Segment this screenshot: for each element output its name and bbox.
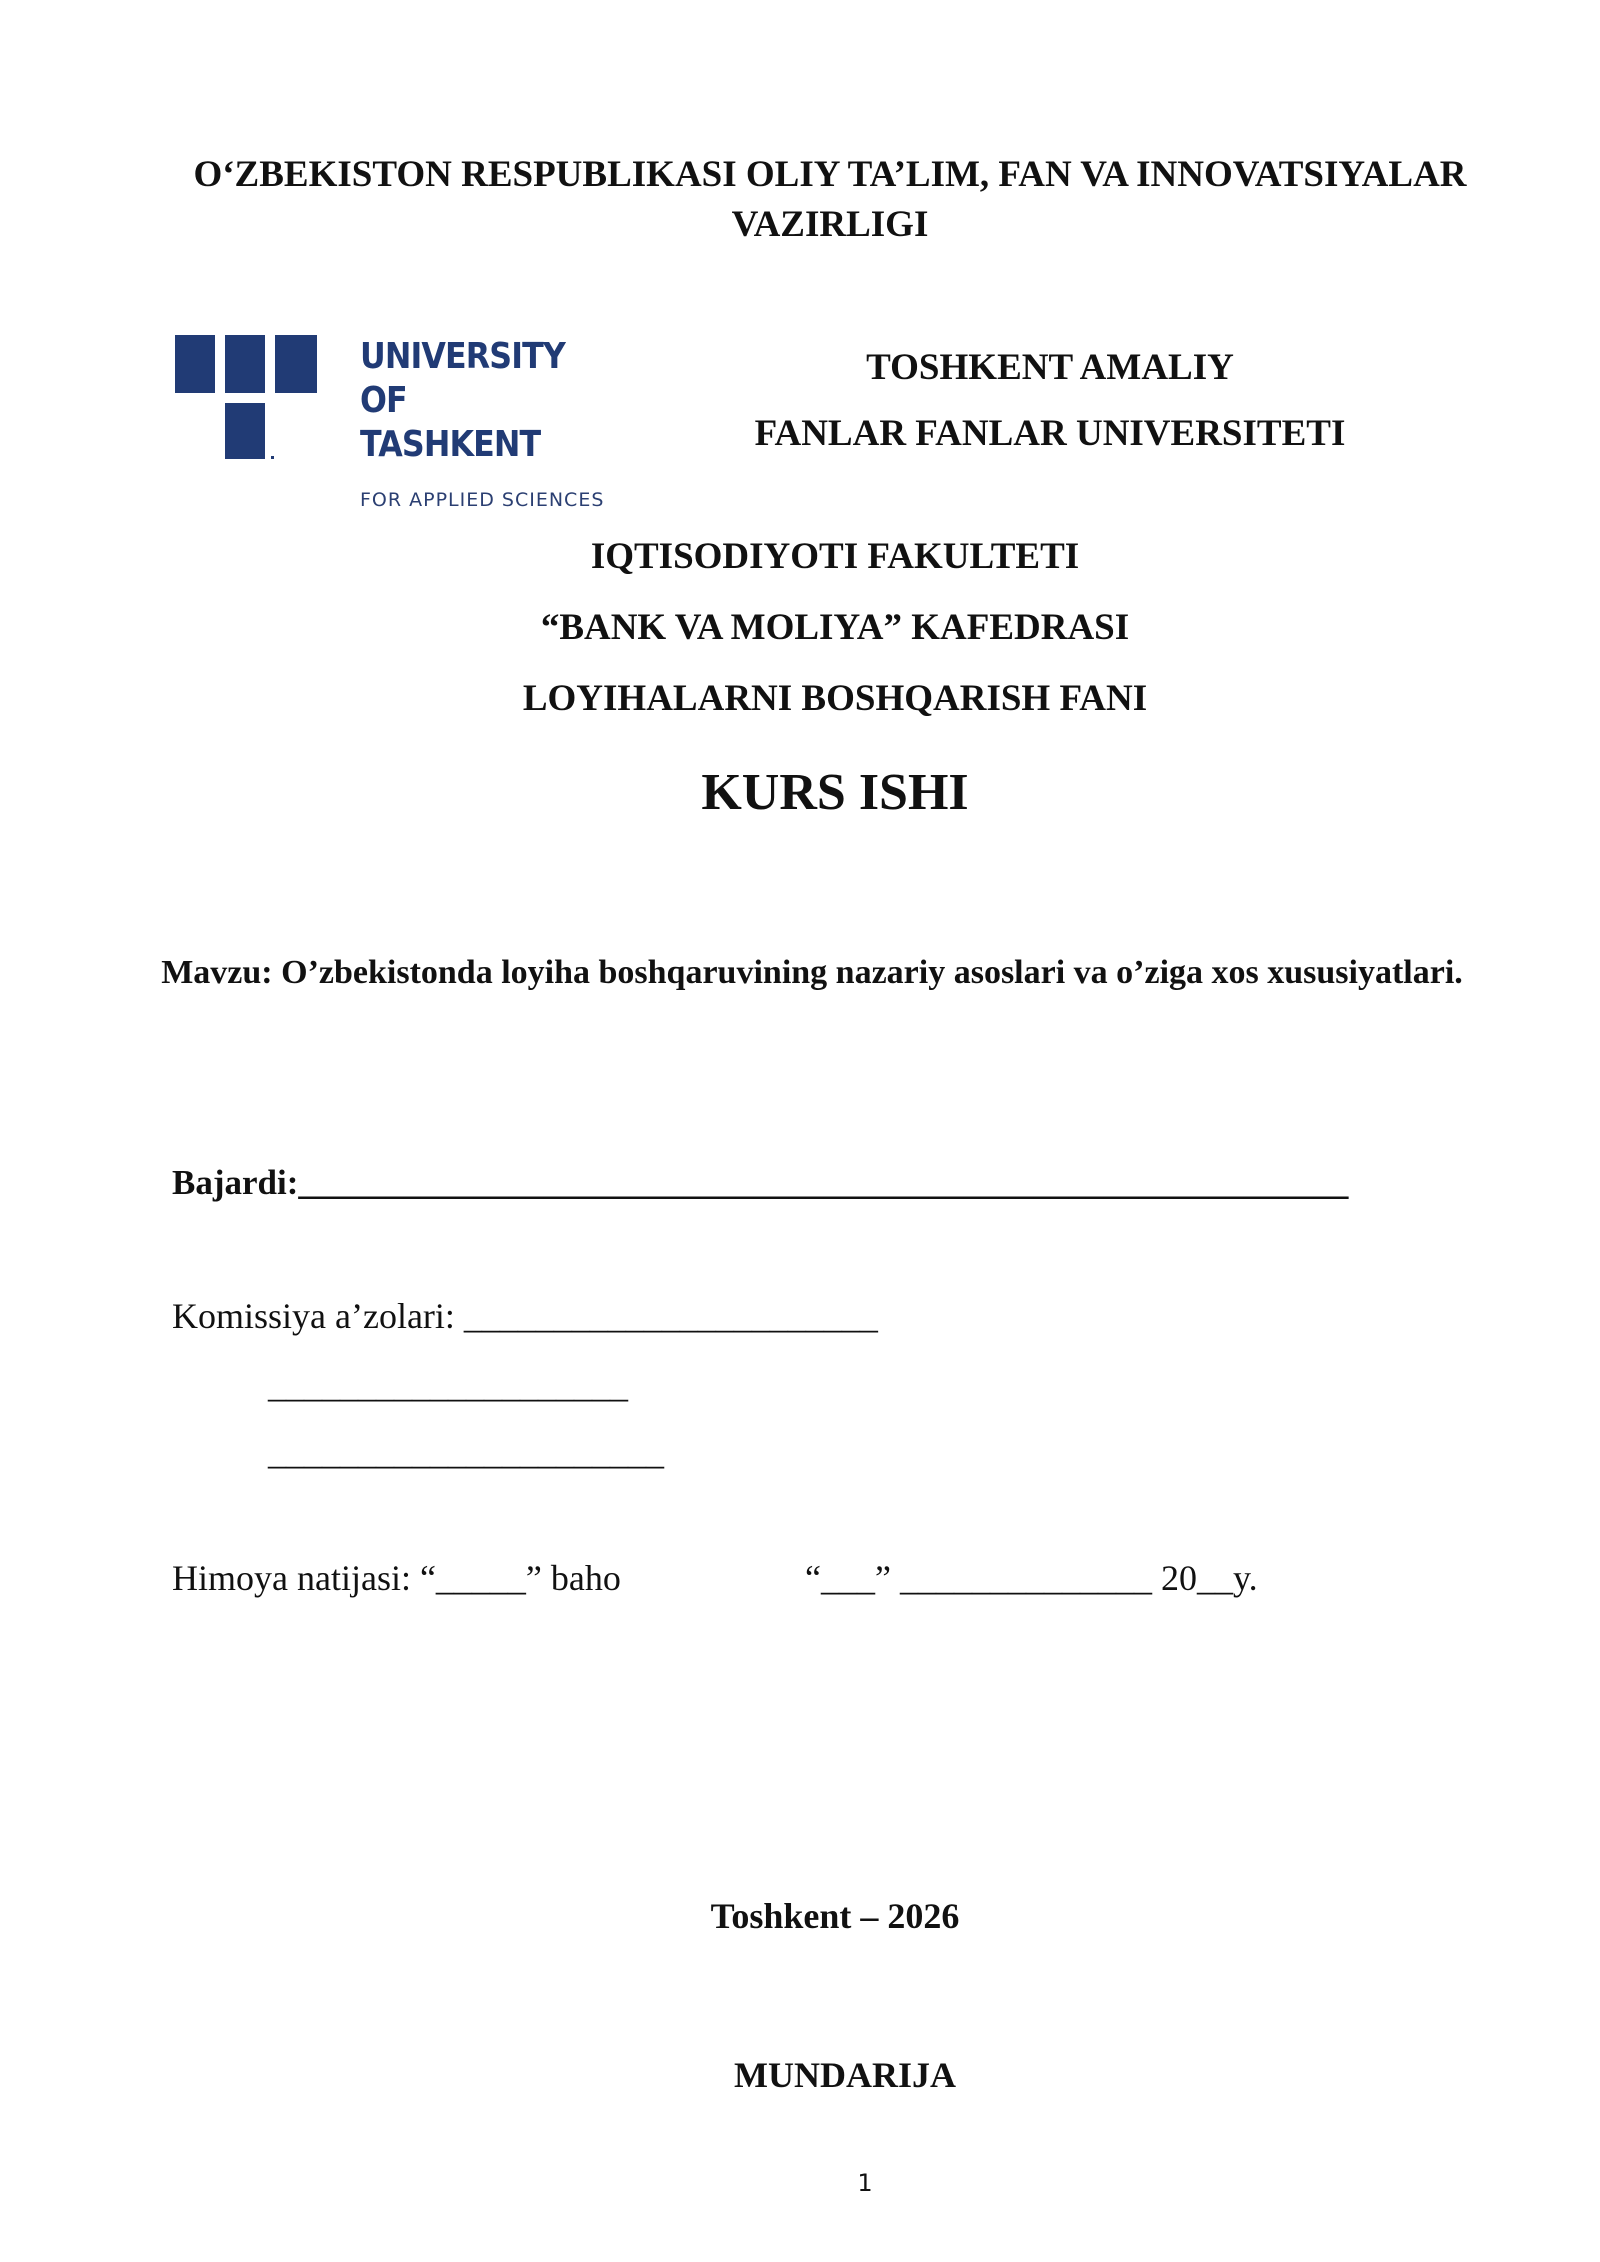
defense-date: “___” ______________ 20__y. <box>805 1558 1258 1598</box>
faculty-block <box>300 530 1370 743</box>
commission-line-3: ______________________ <box>268 1432 664 1472</box>
logo-line-1: UNIVERSITY <box>360 336 565 377</box>
topic-line: Mavzu: O’zbekistonda loyiha boshqaruvining nazariy asoslari va o’ziga xos xususiyatlari. <box>161 954 1463 991</box>
logo-line-3: FOR APPLIED SCIENCES <box>360 489 605 511</box>
university-name <box>720 335 1380 467</box>
document-title: KURS ISHI <box>701 764 969 821</box>
place-year: Toshkent – 2026 <box>710 1896 960 1936</box>
university-logo <box>175 335 615 511</box>
defense-result: Himoya natijasi: “_____” baho <box>172 1558 621 1598</box>
logo-mark-icon <box>175 335 317 465</box>
logo-line-2: OF TASHKENT <box>360 380 541 465</box>
commission-line-2: ____________________ <box>268 1365 628 1405</box>
ministry-line-1: O‘ZBEKISTON RESPUBLIKASI OLIY TA’LIM, FAN VA INNOVATSIYALAR <box>193 154 1467 195</box>
performed-by-field: Bajardi:____________________________________________________________ <box>172 1163 1349 1202</box>
university-line-1: TOSHKENT AMALIY <box>866 347 1234 388</box>
contents-heading: MUNDARIJA <box>734 2055 956 2095</box>
department-name: “BANK VA MOLIYA” KAFEDRASI <box>540 607 1130 648</box>
commission-line-1: Komissiya a’zolari: _______________________ <box>172 1296 878 1336</box>
faculty-name: IQTISODIYOTI FAKULTETI <box>590 536 1080 577</box>
ministry-line-2: VAZIRLIGI <box>731 204 929 245</box>
subject-name: LOYIHALARNI BOSHQARISH FANI <box>522 678 1148 719</box>
page-number: 1 <box>857 2169 873 2197</box>
logo-wordmark <box>360 335 615 511</box>
ministry-header <box>140 150 1520 250</box>
university-line-2: FANLAR FANLAR UNIVERSITETI <box>754 413 1346 454</box>
